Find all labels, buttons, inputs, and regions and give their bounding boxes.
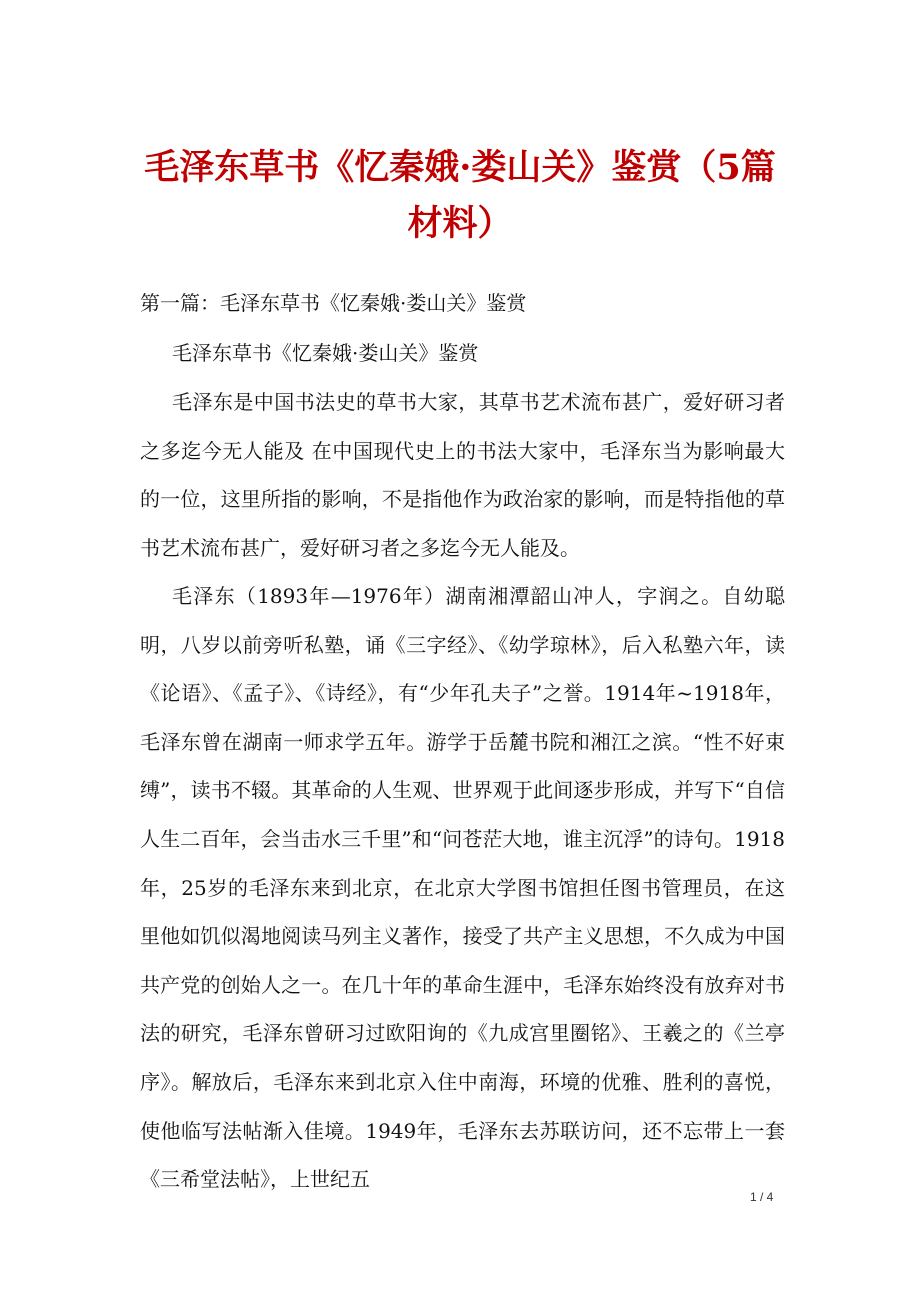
body-paragraph: 毛泽东是中国书法史的草书大家，其草书艺术流布甚广，爱好研习者之多迄今无人能及 在中国现代史上的书法大家中，毛泽东当为影响最大的一位，这里所指的影响，不是指他作为政治家的影响，而是特指他的草书艺术流布甚广，爱好研习者之多迄今无人能及。 xyxy=(140,390,785,560)
page-number: 1 / 4 xyxy=(750,1190,774,1204)
article-subtitle: 毛泽东草书《忆秦娥·娄山关》鉴赏 xyxy=(172,341,479,365)
section-heading: 第一篇：毛泽东草书《忆秦娥·娄山关》鉴赏 xyxy=(140,291,527,315)
document-title: 毛泽东草书《忆秦娥·娄山关》鉴赏（5篇材料） xyxy=(144,147,776,244)
body-paragraph: 毛泽东（1893年—1976年）湖南湘潭韶山冲人，字润之。自幼聪明，八岁以前旁听私塾，诵《三字经》、《幼学琼林》，后入私塾六年，读《论语》、《孟子》、《诗经》，有“少年孔夫子”之誉。1914年~1918年，毛泽东曾在湖南一师求学五年。游学于岳麓书院和湘江之滨。“性不好束缚”，读书不辍。其革命的人生观、世界观于此间逐步形成，并写下“自信人生二百年，会当击水三千里”和“问苍茫大地，谁主沉浮”的诗句。1918年，25岁的毛泽东来到北京，在北京大学图书馆担任图书管理员，在这里他如饥似渴地阅读马列主义著作，接受了共产主义思想，不久成为中国共产党的创始人之一。在几十年的革命生涯中，毛泽东始终没有放弃对书法的研究，毛泽东曾研习过欧阳询的《九成宫里圈铭》、王羲之的《兰亭序》。解放后，毛泽东来到北京入住中南海，环境的优雅、胜利的喜悦，使他临写法帖渐入佳境。1949年，毛泽东去苏联访问，还不忘带上一套《三希堂法帖》，上世纪五 xyxy=(140,584,785,1192)
